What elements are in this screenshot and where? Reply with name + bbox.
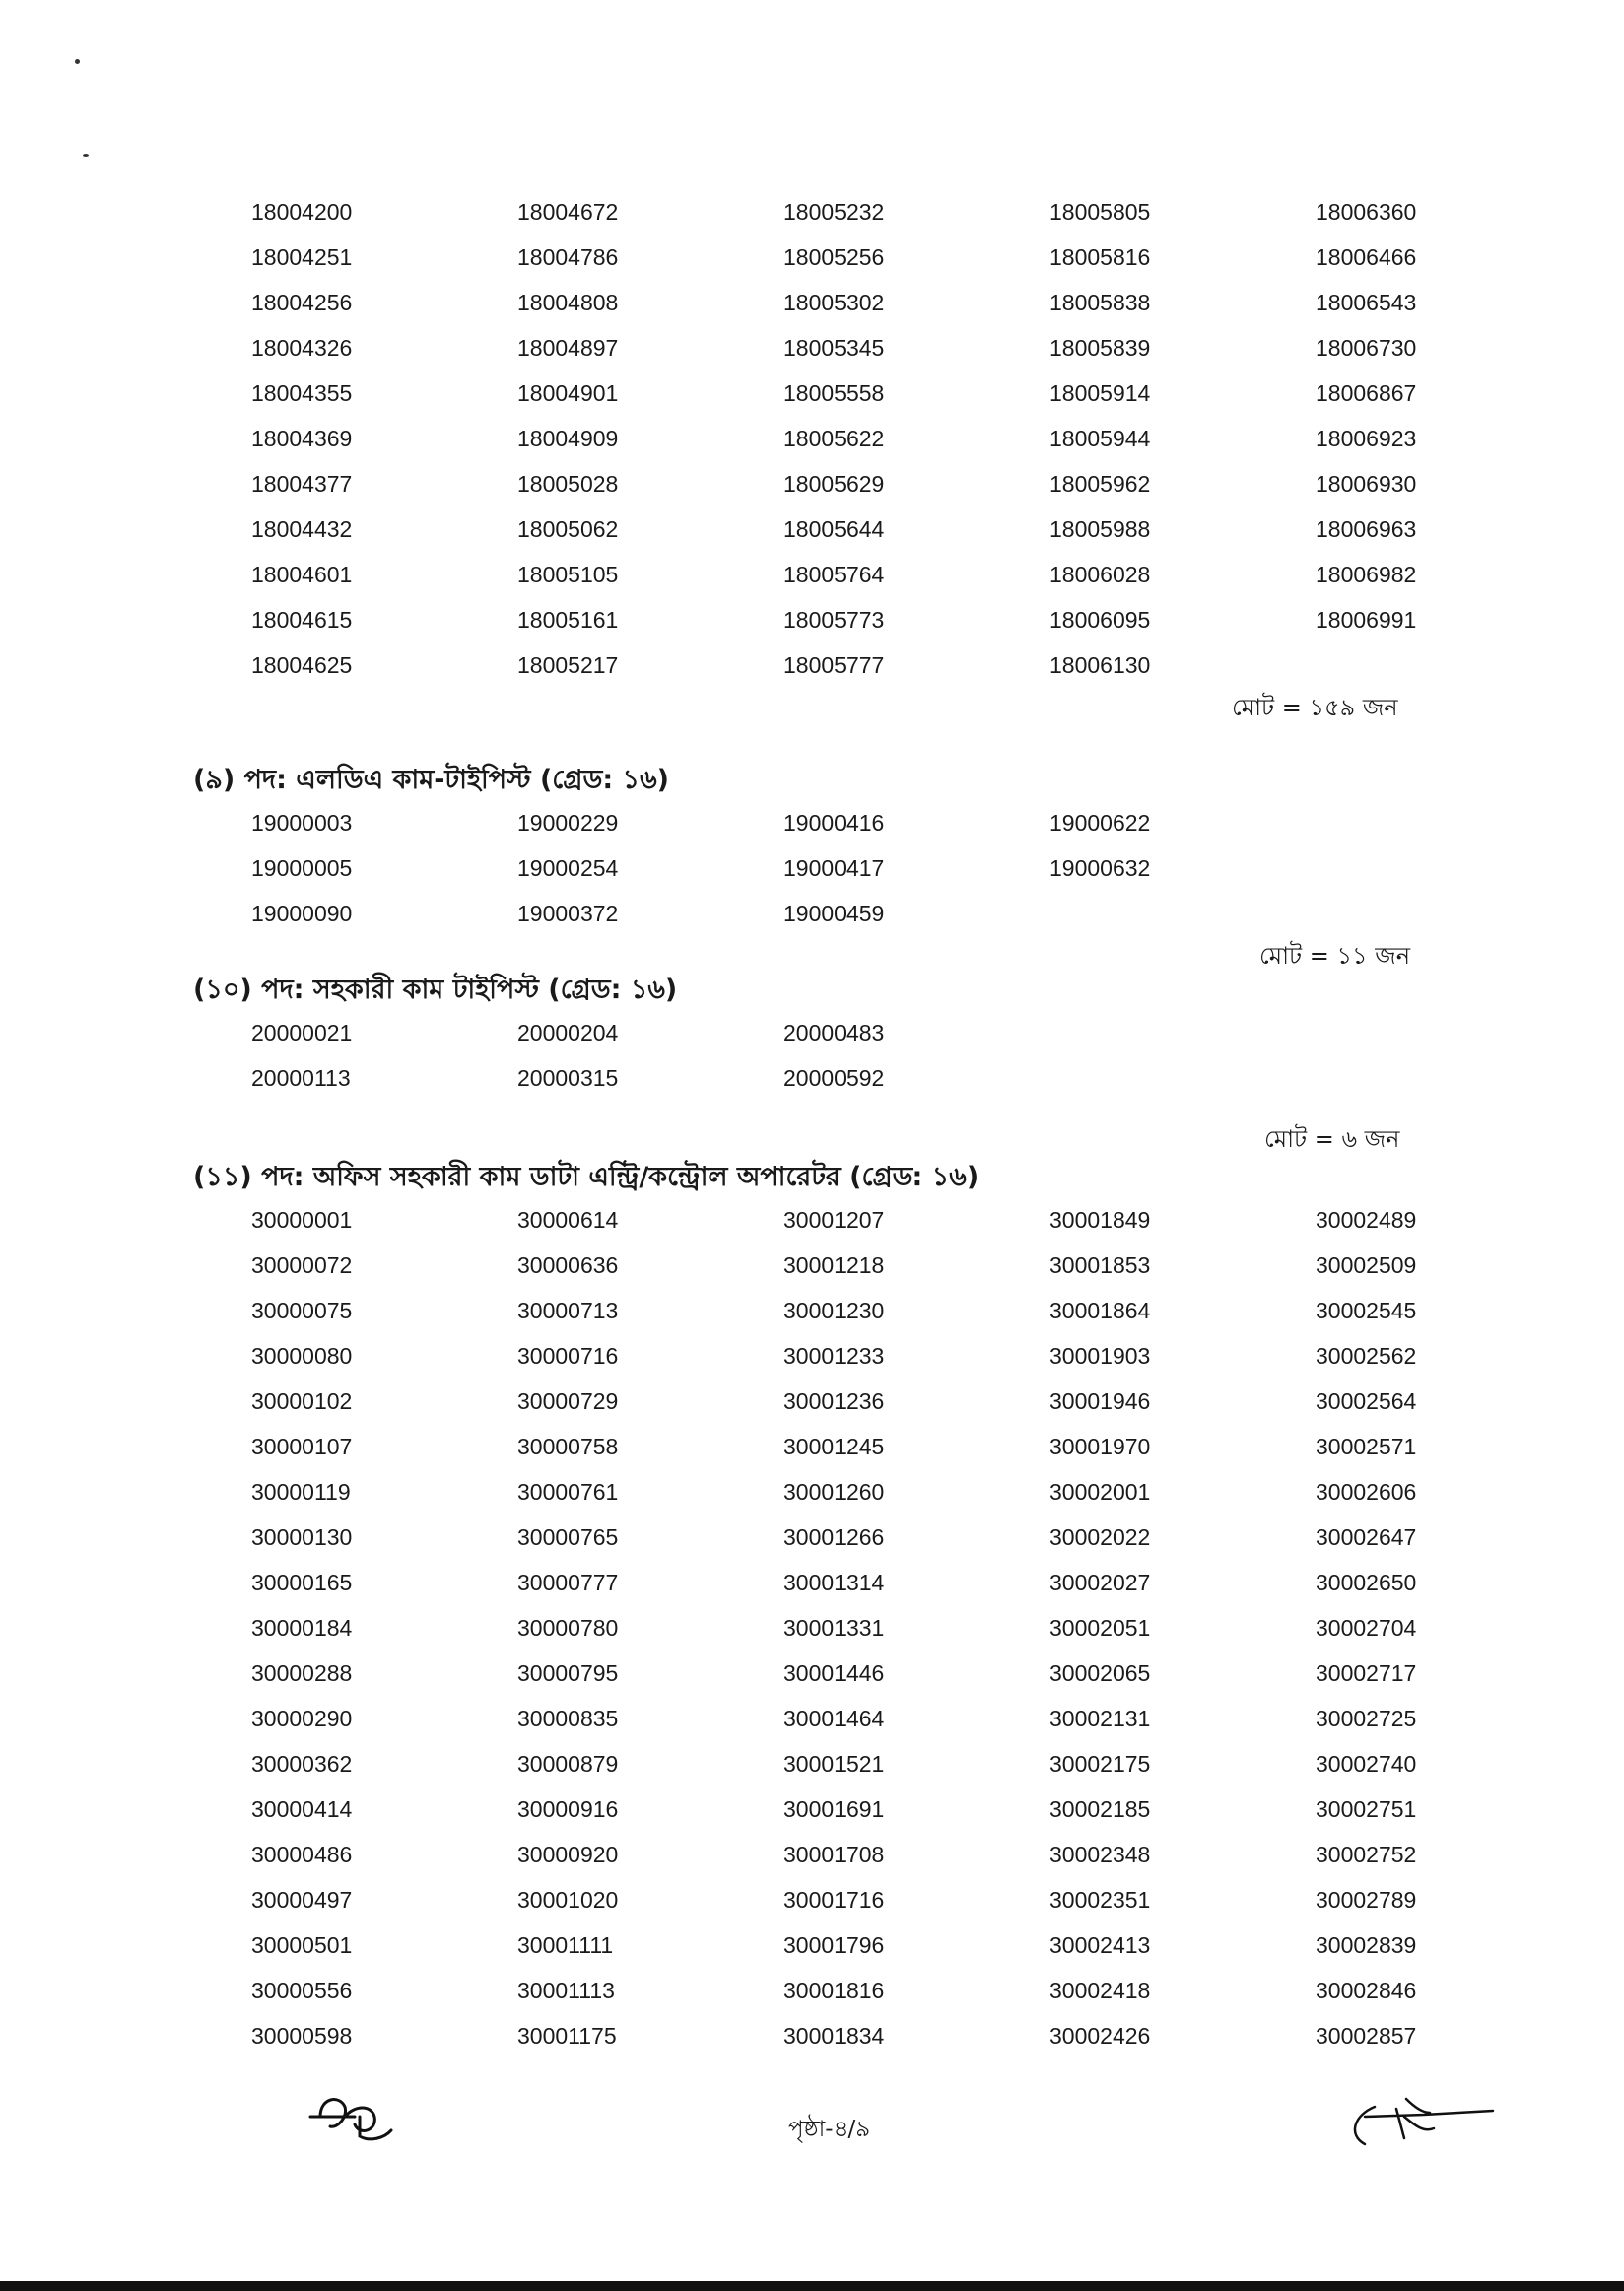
roll-number-cell: 18005302 xyxy=(783,290,885,315)
roll-number-cell: 30002564 xyxy=(1316,1388,1417,1414)
section-heading: (১০) পদ: সহকারী কাম টাইপিস্ট (গ্রেড: ১৬) xyxy=(193,975,678,1005)
roll-number-cell: 18005644 xyxy=(783,516,885,542)
roll-number-cell xyxy=(1049,1010,1316,1055)
roll-number-cell: 20000113 xyxy=(251,1065,351,1091)
roll-number-cell: 30002606 xyxy=(1316,1479,1417,1505)
roll-number-cell: 18005773 xyxy=(783,607,885,633)
page-number: পৃষ্ঠা-৪/৯ xyxy=(788,2117,871,2142)
roll-number-cell: 30000001 xyxy=(251,1207,353,1233)
roll-number-cell: 30000102 xyxy=(251,1388,353,1414)
roll-number-cell: 18004377 xyxy=(251,471,353,497)
roll-number-cell: 19000416 xyxy=(783,810,885,836)
roll-number-cell: 30001708 xyxy=(783,1842,885,1867)
roll-number-cell xyxy=(1049,891,1316,936)
signature-left xyxy=(301,2087,409,2146)
roll-number-cell: 18006466 xyxy=(1316,244,1417,270)
roll-number-cell xyxy=(1316,642,1582,688)
roll-number-cell: 30000501 xyxy=(251,1932,353,1958)
roll-number-cell: 18006360 xyxy=(1316,199,1417,225)
roll-number-cell: 30002725 xyxy=(1316,1706,1417,1731)
roll-number-cell: 30002027 xyxy=(1049,1570,1151,1595)
roll-number-cell: 18004369 xyxy=(251,426,353,451)
roll-number-cell: 30001230 xyxy=(783,1298,885,1323)
roll-number-cell: 30000713 xyxy=(517,1298,619,1323)
roll-number-cell: 18006982 xyxy=(1316,562,1417,587)
section-total: মোট = ৬ জন xyxy=(1264,1125,1400,1153)
roll-number-cell: 30001864 xyxy=(1049,1298,1151,1323)
roll-number-cell: 20000204 xyxy=(517,1020,619,1045)
roll-number-cell: 30001849 xyxy=(1049,1207,1151,1233)
roll-number-cell: 18004326 xyxy=(251,335,353,361)
roll-number-cell: 30000362 xyxy=(251,1751,353,1777)
roll-number-cell: 30001853 xyxy=(1049,1252,1151,1278)
roll-number-cell: 30000598 xyxy=(251,2023,353,2049)
roll-number-cell: 18004200 xyxy=(251,199,353,225)
roll-number-cell: 30000780 xyxy=(517,1615,619,1641)
roll-number-cell: 18004901 xyxy=(517,380,619,406)
roll-number-cell: 30001903 xyxy=(1049,1343,1151,1369)
roll-number-cell: 18005105 xyxy=(517,562,619,587)
roll-number-grid xyxy=(251,800,1463,936)
roll-number-cell: 18005962 xyxy=(1049,471,1151,497)
roll-number-cell: 30001331 xyxy=(783,1615,885,1641)
roll-number-cell: 30002857 xyxy=(1316,2023,1417,2049)
section-total: মোট = ১৫৯ জন xyxy=(1232,694,1398,721)
roll-number-cell: 30002752 xyxy=(1316,1842,1417,1867)
roll-number-cell: 30001446 xyxy=(783,1660,885,1686)
roll-number-grid xyxy=(251,1010,1463,1101)
roll-number-cell: 20000315 xyxy=(517,1065,619,1091)
roll-number-cell: 19000005 xyxy=(251,855,353,881)
roll-number-cell: 30000107 xyxy=(251,1434,353,1459)
roll-number-cell: 18005944 xyxy=(1049,426,1151,451)
roll-number-cell: 30000072 xyxy=(251,1252,353,1278)
roll-number-cell: 30002489 xyxy=(1316,1207,1417,1233)
roll-number-cell: 30002418 xyxy=(1049,1978,1151,2003)
roll-number-cell: 30000290 xyxy=(251,1706,353,1731)
roll-number-cell: 30000497 xyxy=(251,1887,353,1913)
section-heading: (৯) পদ: এলডিএ কাম-টাইপিস্ট (গ্রেড: ১৬) xyxy=(193,765,669,795)
roll-number-cell: 18004432 xyxy=(251,516,353,542)
roll-number-cell: 30001521 xyxy=(783,1751,885,1777)
roll-number-cell: 18006963 xyxy=(1316,516,1417,542)
roll-number-cell: 30002562 xyxy=(1316,1343,1417,1369)
roll-number-cell: 30000795 xyxy=(517,1660,619,1686)
roll-number-cell: 30001796 xyxy=(783,1932,885,1958)
roll-number-cell: 30002704 xyxy=(1316,1615,1417,1641)
roll-number-cell: 30001175 xyxy=(517,2023,617,2049)
roll-number-cell: 18005558 xyxy=(783,380,885,406)
roll-number-cell: 30000184 xyxy=(251,1615,353,1641)
roll-number-cell: 18004897 xyxy=(517,335,619,361)
roll-number-cell xyxy=(1049,1055,1316,1101)
roll-number-cell: 30000165 xyxy=(251,1570,353,1595)
roll-number-cell: 18005764 xyxy=(783,562,885,587)
roll-number-cell: 30002740 xyxy=(1316,1751,1417,1777)
roll-number-cell: 30000130 xyxy=(251,1524,353,1550)
roll-number-cell: 30002846 xyxy=(1316,1978,1417,2003)
roll-number-cell: 18005988 xyxy=(1049,516,1151,542)
roll-number-cell: 30000486 xyxy=(251,1842,353,1867)
roll-number-cell: 19000622 xyxy=(1049,810,1151,836)
roll-number-cell: 30001218 xyxy=(783,1252,885,1278)
roll-number-cell: 18005161 xyxy=(517,607,619,633)
roll-number-cell: 30002650 xyxy=(1316,1570,1417,1595)
roll-number-cell: 18004251 xyxy=(251,244,353,270)
roll-number-cell: 30001020 xyxy=(517,1887,619,1913)
roll-number-cell: 18005217 xyxy=(517,652,619,678)
roll-number-cell: 18004672 xyxy=(517,199,619,225)
roll-number-cell: 30000777 xyxy=(517,1570,619,1595)
roll-number-cell: 19000372 xyxy=(517,901,619,926)
roll-number-cell: 30001816 xyxy=(783,1978,885,2003)
roll-number-cell: 18004355 xyxy=(251,380,353,406)
roll-number-cell: 30001207 xyxy=(783,1207,885,1233)
roll-number-cell: 30001266 xyxy=(783,1524,885,1550)
roll-number-cell: 30001464 xyxy=(783,1706,885,1731)
roll-number-cell: 30002647 xyxy=(1316,1524,1417,1550)
roll-number-cell: 18005838 xyxy=(1049,290,1151,315)
roll-number-cell: 30002571 xyxy=(1316,1434,1417,1459)
roll-number-cell: 30000729 xyxy=(517,1388,619,1414)
scan-edge xyxy=(0,2281,1624,2291)
roll-number-cell: 30000835 xyxy=(517,1706,619,1731)
roll-number-cell: 30000414 xyxy=(251,1796,353,1822)
roll-number-cell: 20000483 xyxy=(783,1020,885,1045)
roll-number-cell: 30002001 xyxy=(1049,1479,1151,1505)
roll-number-cell: 30002751 xyxy=(1316,1796,1417,1822)
roll-number-cell: 18006867 xyxy=(1316,380,1417,406)
roll-number-cell: 18005062 xyxy=(517,516,619,542)
roll-number-cell: 30000761 xyxy=(517,1479,619,1505)
roll-number-cell: 30001113 xyxy=(517,1978,615,2003)
roll-number-cell: 19000254 xyxy=(517,855,619,881)
roll-number-cell: 19000003 xyxy=(251,810,353,836)
signature-right xyxy=(1335,2087,1503,2156)
roll-number-cell: 18005629 xyxy=(783,471,885,497)
roll-number-cell: 19000459 xyxy=(783,901,885,926)
roll-number-cell: 18005777 xyxy=(783,652,885,678)
roll-number-cell: 30002717 xyxy=(1316,1660,1417,1686)
scan-speck xyxy=(83,154,89,157)
roll-number-cell: 18005622 xyxy=(783,426,885,451)
roll-number-cell: 18004909 xyxy=(517,426,619,451)
roll-number-cell: 30000119 xyxy=(251,1479,351,1505)
roll-number-grid xyxy=(251,189,1463,688)
roll-number-cell xyxy=(1316,1010,1582,1055)
roll-number-cell: 20000592 xyxy=(783,1065,885,1091)
roll-number-cell: 30000080 xyxy=(251,1343,353,1369)
roll-number-cell: 30001236 xyxy=(783,1388,885,1414)
roll-number-cell: 30000636 xyxy=(517,1252,619,1278)
roll-number-cell: 18004625 xyxy=(251,652,353,678)
roll-number-cell: 30000879 xyxy=(517,1751,619,1777)
roll-number-cell: 19000632 xyxy=(1049,855,1151,881)
roll-number-grid xyxy=(251,1197,1463,2058)
roll-number-cell: 30001970 xyxy=(1049,1434,1151,1459)
roll-number-cell: 30001946 xyxy=(1049,1388,1151,1414)
roll-number-cell: 18004808 xyxy=(517,290,619,315)
roll-number-cell: 18006930 xyxy=(1316,471,1417,497)
roll-number-cell: 30002185 xyxy=(1049,1796,1151,1822)
roll-number-cell: 30000920 xyxy=(517,1842,619,1867)
roll-number-cell: 18006130 xyxy=(1049,652,1151,678)
roll-number-cell: 18006095 xyxy=(1049,607,1151,633)
roll-number-cell: 30002351 xyxy=(1049,1887,1151,1913)
roll-number-cell: 30002839 xyxy=(1316,1932,1417,1958)
roll-number-cell: 18006543 xyxy=(1316,290,1417,315)
roll-number-cell: 18006923 xyxy=(1316,426,1417,451)
roll-number-cell: 18004786 xyxy=(517,244,619,270)
roll-number-cell: 30001260 xyxy=(783,1479,885,1505)
roll-number-cell: 18005345 xyxy=(783,335,885,361)
roll-number-cell: 30001691 xyxy=(783,1796,885,1822)
roll-number-cell xyxy=(1316,1055,1582,1101)
roll-number-cell: 30000716 xyxy=(517,1343,619,1369)
roll-number-cell: 30000075 xyxy=(251,1298,353,1323)
roll-number-cell: 30002509 xyxy=(1316,1252,1417,1278)
roll-number-cell: 18004256 xyxy=(251,290,353,315)
roll-number-cell: 30002348 xyxy=(1049,1842,1151,1867)
roll-number-cell: 18006991 xyxy=(1316,607,1417,633)
roll-number-cell: 18005839 xyxy=(1049,335,1151,361)
roll-number-cell: 30002789 xyxy=(1316,1887,1417,1913)
roll-number-cell: 18006730 xyxy=(1316,335,1417,361)
roll-number-cell: 30001233 xyxy=(783,1343,885,1369)
roll-number-cell: 18005816 xyxy=(1049,244,1151,270)
roll-number-cell: 19000417 xyxy=(783,855,885,881)
roll-number-cell: 30000614 xyxy=(517,1207,619,1233)
roll-number-cell: 19000229 xyxy=(517,810,619,836)
roll-number-cell xyxy=(1316,891,1582,936)
roll-number-cell: 30001245 xyxy=(783,1434,885,1459)
roll-number-cell: 18005805 xyxy=(1049,199,1151,225)
roll-number-cell: 30002413 xyxy=(1049,1932,1151,1958)
section-heading: (১১) পদ: অফিস সহকারী কাম ডাটা এন্ট্রি/কন্ট্রোল অপারেটর (গ্রেড: ১৬) xyxy=(193,1162,980,1192)
roll-number-cell: 30002051 xyxy=(1049,1615,1151,1641)
roll-number-cell: 30001111 xyxy=(517,1932,614,1958)
roll-number-cell: 30001834 xyxy=(783,2023,885,2049)
roll-number-cell: 30001716 xyxy=(783,1887,885,1913)
roll-number-cell: 30000556 xyxy=(251,1978,353,2003)
roll-number-cell xyxy=(1316,845,1582,891)
roll-number-cell: 30000916 xyxy=(517,1796,619,1822)
roll-number-cell: 30000758 xyxy=(517,1434,619,1459)
roll-number-cell: 18005232 xyxy=(783,199,885,225)
roll-number-cell: 18005256 xyxy=(783,244,885,270)
roll-number-cell: 30000288 xyxy=(251,1660,353,1686)
roll-number-cell: 19000090 xyxy=(251,901,353,926)
roll-number-cell: 20000021 xyxy=(251,1020,353,1045)
section-total: মোট = ১১ জন xyxy=(1259,942,1411,970)
roll-number-cell: 30002022 xyxy=(1049,1524,1151,1550)
roll-number-cell: 30002426 xyxy=(1049,2023,1151,2049)
roll-number-cell: 30001314 xyxy=(783,1570,885,1595)
roll-number-cell: 18004601 xyxy=(251,562,353,587)
roll-number-cell xyxy=(1316,800,1582,845)
roll-number-cell: 30000765 xyxy=(517,1524,619,1550)
scan-speck xyxy=(75,59,80,64)
roll-number-cell: 30002131 xyxy=(1049,1706,1151,1731)
roll-number-cell: 30002545 xyxy=(1316,1298,1417,1323)
roll-number-cell: 18006028 xyxy=(1049,562,1151,587)
roll-number-cell: 30002175 xyxy=(1049,1751,1151,1777)
roll-number-cell: 18005914 xyxy=(1049,380,1151,406)
roll-number-cell: 18004615 xyxy=(251,607,353,633)
roll-number-cell: 30002065 xyxy=(1049,1660,1151,1686)
roll-number-cell: 18005028 xyxy=(517,471,619,497)
